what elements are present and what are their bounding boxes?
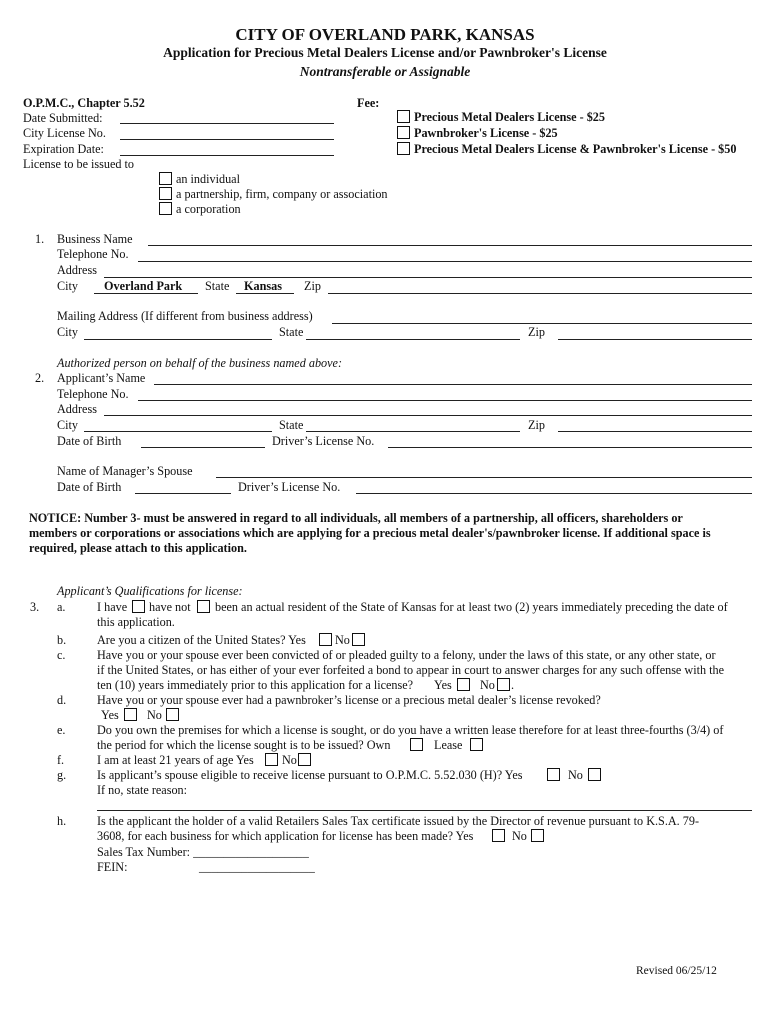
mailing-address-field[interactable] xyxy=(332,323,752,324)
mailing-state-field[interactable] xyxy=(306,339,520,340)
item-h-no-checkbox[interactable] xyxy=(531,829,544,842)
authorized-person-heading: Authorized person on behalf of the business named above: xyxy=(57,356,343,370)
city-license-label: City License No. xyxy=(23,126,106,140)
partnership-checkbox[interactable] xyxy=(159,187,172,200)
item-g-yes-checkbox[interactable] xyxy=(547,768,560,781)
item-h-letter: h. xyxy=(57,814,67,828)
applicant-telephone-label: Telephone No. xyxy=(57,387,129,401)
item-f-no-checkbox[interactable] xyxy=(298,753,311,766)
mailing-state-label: State xyxy=(279,325,304,339)
item-f-letter: f. xyxy=(57,753,65,767)
business-name-field[interactable] xyxy=(148,245,752,246)
date-submitted-label: Date Submitted: xyxy=(23,111,103,125)
item-h-yes-checkbox[interactable] xyxy=(492,829,505,842)
notice-line-2: members or corporations or associations which are applying for a precious metal dealer's/pawnbroker license. If additional space is xyxy=(29,526,711,540)
applicant-city-field[interactable] xyxy=(84,431,272,432)
item-h-line-2: 3608, for each business for which application for license has been made? Yes xyxy=(97,829,474,843)
item-b-letter: b. xyxy=(57,633,67,647)
business-address-label: Address xyxy=(57,263,97,277)
fee-pawn-checkbox[interactable] xyxy=(397,126,410,139)
item-g-reason-field[interactable] xyxy=(97,810,752,811)
item-g-no-checkbox[interactable] xyxy=(588,768,601,781)
partnership-label: a partnership, firm, company or association xyxy=(176,187,388,201)
item-d-text: Have you or your spouse ever had a pawnbroker’s license or a precious metal dealer’s license revoked? xyxy=(97,693,601,707)
business-name-label: Business Name xyxy=(57,232,133,246)
fee-pmd-label: Precious Metal Dealers License - $25 xyxy=(414,110,605,124)
notice-line-1: NOTICE: Number 3- must be answered in regard to all individuals, all members of a partnership, all officers, shareholders or xyxy=(29,511,683,525)
sales-tax-number[interactable]: Sales Tax Number: ___________________ xyxy=(97,845,309,859)
applicant-name-field[interactable] xyxy=(154,384,752,385)
item-g-no-label: No xyxy=(568,768,583,782)
item-b-no-checkbox[interactable] xyxy=(352,633,365,646)
applicant-state-label: State xyxy=(279,418,304,432)
date-submitted-field[interactable] xyxy=(120,123,334,124)
item-c-line-1: Have you or your spouse ever been convicted of or pleaded guilty to a felony, under the laws of this state, or any other state, or xyxy=(97,648,716,662)
item-a-have-not-checkbox[interactable] xyxy=(197,600,210,613)
business-zip-field[interactable] xyxy=(328,293,752,294)
spouse-name-label: Name of Manager’s Spouse xyxy=(57,464,193,478)
spouse-dl-field[interactable] xyxy=(356,493,752,494)
fee-label: Fee: xyxy=(357,96,380,110)
section-3-number: 3. xyxy=(30,600,40,614)
spouse-name-field[interactable] xyxy=(216,477,752,478)
applicant-telephone-field[interactable] xyxy=(138,400,752,401)
corporation-label: a corporation xyxy=(176,202,241,216)
applicant-zip-field[interactable] xyxy=(558,431,752,432)
fein-label: FEIN: xyxy=(97,860,128,874)
fein-field[interactable]: ___________________ xyxy=(199,860,315,874)
item-f-text: I am at least 21 years of age Yes xyxy=(97,753,254,767)
applicant-address-field[interactable] xyxy=(104,415,752,416)
item-a-have-checkbox[interactable] xyxy=(132,600,145,613)
revision-date: Revised 06/25/12 xyxy=(636,965,717,977)
item-a-have-not: have not xyxy=(149,600,191,614)
fee-pawn-label: Pawnbroker's License - $25 xyxy=(414,126,558,140)
applicant-dl-label: Driver’s License No. xyxy=(272,434,375,448)
item-f-yes-checkbox[interactable] xyxy=(265,753,278,766)
item-c-yes-checkbox[interactable] xyxy=(457,678,470,691)
applicant-dl-field[interactable] xyxy=(388,447,752,448)
item-c-period: . xyxy=(511,678,515,692)
corporation-checkbox[interactable] xyxy=(159,202,172,215)
item-d-letter: d. xyxy=(57,693,67,707)
applicant-dob-label: Date of Birth xyxy=(57,434,122,448)
business-state-label: State xyxy=(205,279,230,293)
item-a-text-2: this application. xyxy=(97,615,175,629)
spouse-dob-field[interactable] xyxy=(135,493,231,494)
item-h-line-1: Is the applicant the holder of a valid Retailers Sales Tax certificate issued by the Director of revenue pursuant to K.S.A. 79- xyxy=(97,814,700,828)
business-telephone-field[interactable] xyxy=(138,261,752,262)
item-c-letter: c. xyxy=(57,648,66,662)
business-city-value: Overland Park xyxy=(104,279,183,293)
mailing-zip-label: Zip xyxy=(528,325,545,339)
item-d-no-label: No xyxy=(147,708,162,722)
item-d-yes-checkbox[interactable] xyxy=(124,708,137,721)
applicant-name-label: Applicant’s Name xyxy=(57,371,146,385)
item-g-reason-label: If no, state reason: xyxy=(97,783,188,797)
item-d-no-checkbox[interactable] xyxy=(166,708,179,721)
mailing-city-label: City xyxy=(57,325,78,339)
expiration-field[interactable] xyxy=(120,155,334,156)
item-c-yes-label: Yes xyxy=(434,678,452,692)
spouse-dob-label: Date of Birth xyxy=(57,480,122,494)
notice-line-3: required, please attach to this application. xyxy=(29,541,247,555)
item-g-letter: g. xyxy=(57,768,67,782)
mailing-city-field[interactable] xyxy=(84,339,272,340)
individual-checkbox[interactable] xyxy=(159,172,172,185)
business-address-field[interactable] xyxy=(104,277,752,278)
item-b-no-label: No xyxy=(335,633,350,647)
item-a-letter: a. xyxy=(57,600,66,614)
business-city-field[interactable] xyxy=(94,293,198,294)
individual-label: an individual xyxy=(176,172,240,186)
applicant-state-field[interactable] xyxy=(306,431,520,432)
expiration-label: Expiration Date: xyxy=(23,142,104,156)
business-state-field[interactable] xyxy=(236,293,294,294)
item-c-line-2: if the United States, or has either of your ever forfeited a bond to appear in court to answer charges for any such offense with the xyxy=(97,663,724,677)
item-c-line-3: ten (10) years immediately prior to this application for a license? xyxy=(97,678,414,692)
item-e-line-1: Do you own the premises for which a license is sought, or do you have a written lease therefore for at least three-fourths (3/4) of xyxy=(97,723,724,737)
applicant-zip-label: Zip xyxy=(528,418,545,432)
item-e-own-checkbox[interactable] xyxy=(410,738,423,751)
applicant-city-label: City xyxy=(57,418,78,432)
business-state-value: Kansas xyxy=(244,279,282,293)
business-zip-label: Zip xyxy=(304,279,321,293)
item-h-no-label: No xyxy=(512,829,527,843)
item-a-i-have: I have xyxy=(97,600,128,614)
item-b-yes-checkbox[interactable] xyxy=(319,633,332,646)
item-g-text: Is applicant’s spouse eligible to receive license pursuant to O.P.M.C. 5.52.030 (H)? Yes xyxy=(97,768,523,782)
city-license-field[interactable] xyxy=(120,139,334,140)
item-f-no-label: No xyxy=(282,753,297,767)
section-2-number: 2. xyxy=(35,371,45,385)
opmc-reference: O.P.M.C., Chapter 5.52 xyxy=(23,96,145,110)
fee-both-label: Precious Metal Dealers License & Pawnbroker's License - $50 xyxy=(414,142,737,156)
applicant-address-label: Address xyxy=(57,402,97,416)
issued-to-label: License to be issued to xyxy=(23,157,135,171)
fee-both-checkbox[interactable] xyxy=(397,142,410,155)
item-a-text: been an actual resident of the State of Kansas for at least two (2) years immediately preceding the date of xyxy=(215,600,728,614)
business-telephone-label: Telephone No. xyxy=(57,247,129,261)
page-title: CITY OF OVERLAND PARK, KANSAS xyxy=(235,25,535,44)
form-subtitle: Nontransferable or Assignable xyxy=(299,64,471,79)
form-title: Application for Precious Metal Dealers License and/or Pawnbroker's License xyxy=(163,45,607,60)
qualifications-heading: Applicant’s Qualifications for license: xyxy=(57,584,243,598)
spouse-dl-label: Driver’s License No. xyxy=(238,480,341,494)
item-e-lease-checkbox[interactable] xyxy=(470,738,483,751)
item-e-letter: e. xyxy=(57,723,66,737)
mailing-zip-field[interactable] xyxy=(558,339,752,340)
item-e-lease-label: Lease xyxy=(434,738,463,752)
item-c-no-label: No xyxy=(480,678,495,692)
item-e-line-2: the period for which the license sought is to be issued? Own xyxy=(97,738,391,752)
item-b-text: Are you a citizen of the United States? Yes xyxy=(97,633,306,647)
mailing-address-label: Mailing Address (If different from business address) xyxy=(57,309,313,323)
applicant-dob-field[interactable] xyxy=(141,447,265,448)
fee-pmd-checkbox[interactable] xyxy=(397,110,410,123)
business-city-label: City xyxy=(57,279,78,293)
section-1-number: 1. xyxy=(35,232,45,246)
item-c-no-checkbox[interactable] xyxy=(497,678,510,691)
item-d-yes-label: Yes xyxy=(101,708,119,722)
